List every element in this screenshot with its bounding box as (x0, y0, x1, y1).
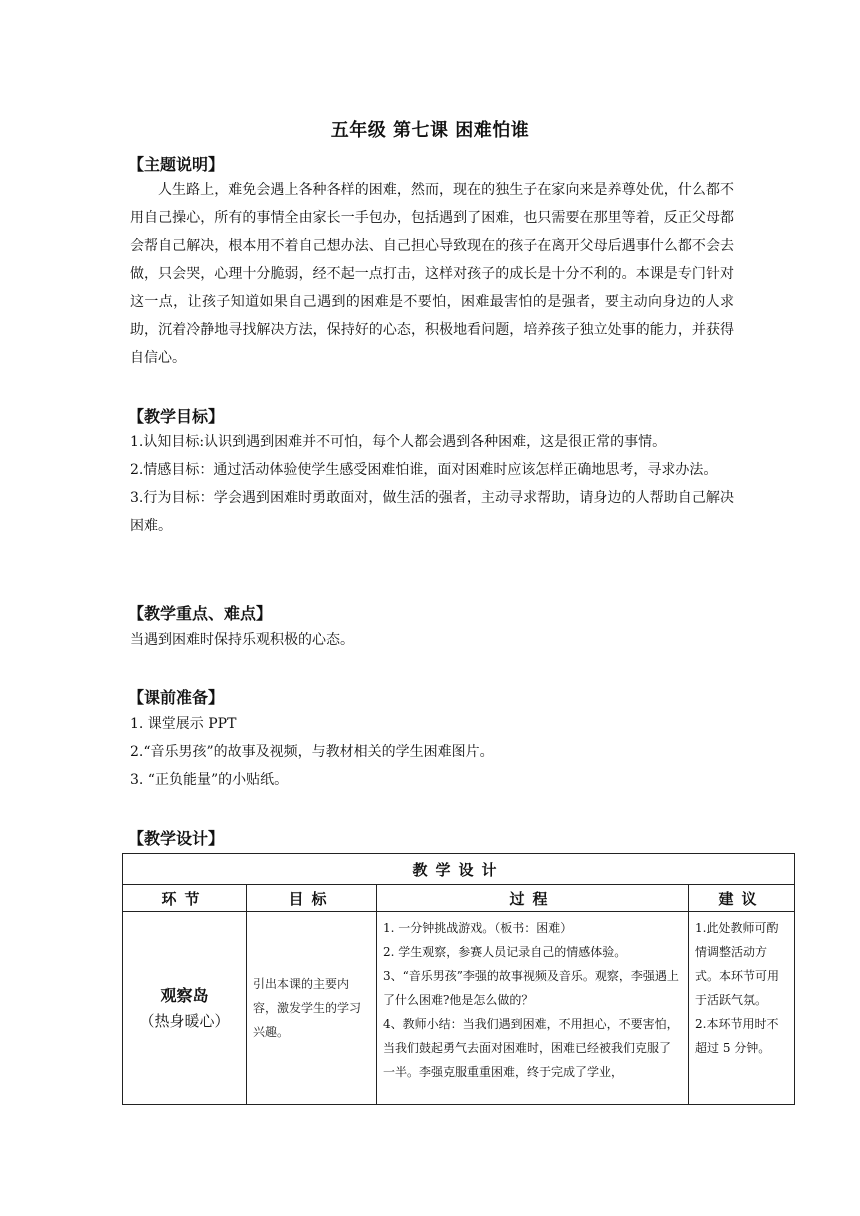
goal-item: 2.情感目标：通过活动体验使学生感受困难怕谁，面对困难时应该怎样正确地思考，寻求办法。 (130, 462, 718, 478)
process-cell (377, 912, 689, 1105)
process-step: 2. 学生观察，参赛人员记录自己的情感体验。 (383, 945, 627, 959)
column-header-stage: 环节 (123, 885, 247, 912)
preparation-item: 3. “正负能量”的小贴纸。 (130, 772, 289, 788)
suggestion-item: 1.此处教师可酌情调整活动方式。本环节可用于活跃气氛。 (695, 921, 780, 1007)
preparation-item: 2.“音乐男孩”的故事及视频，与教材相关的学生困难图片。 (130, 744, 494, 760)
process-step: 1. 一分钟挑战游戏。（板书：困难） (383, 921, 573, 935)
suggestion-cell (689, 912, 795, 1105)
design-heading: 【教学设计】 (128, 829, 225, 848)
column-header-suggestion: 建议 (689, 885, 795, 912)
process-step: 4、教师小结：当我们遇到困难，不用担心，不要害怕，当我们鼓起勇气去面对困难时，困难已经被我们克服了一半。李强克服重重困难，终于完成了学业， (383, 1017, 679, 1079)
stage-name: 观察岛 (160, 986, 209, 1005)
stage-cell (123, 912, 247, 1105)
table-caption: 教学设计 (123, 854, 795, 885)
column-header-process: 过程 (377, 885, 689, 912)
column-header-goal: 目标 (247, 885, 377, 912)
goal-cell: 引出本课的主要内容，激发学生的学习兴趣。 (247, 912, 377, 1105)
key-points-heading: 【教学重点、难点】 (128, 604, 273, 623)
process-step: 3、“音乐男孩”李强的故事视频及音乐。观察，李强遇上了什么困难?他是怎么做的？ (383, 969, 679, 1007)
preparation-item: 1. 课堂展示 PPT (130, 716, 237, 732)
suggestion-item: 2.本环节用时不超过 5 分钟。 (695, 1017, 779, 1055)
preparation-list (130, 710, 740, 794)
theme-heading: 【主题说明】 (128, 155, 225, 174)
lesson-title: 五年级 第七课 困难怕谁 (330, 120, 530, 141)
goal-item: 1.认知目标:认识到遇到困难并不可怕，每个人都会遇到各种困难，这是很正常的事情。 (130, 434, 667, 450)
stage-subtitle: （热身暖心） (139, 1012, 230, 1030)
teaching-design-table (122, 853, 795, 1105)
goal-item: 3.行为目标：学会遇到困难时勇敢面对，做生活的强者，主动寻求帮助，请身边的人帮助自己解决困难。 (130, 490, 734, 534)
theme-body: 人生路上，难免会遇上各种各样的困难，然而，现在的独生子在家向来是养尊处优，什么都不用自己操心，所有的事情全由家长一手包办，包括遇到了困难，也只需要在那里等着，反正父母都会帮自己解决，根本用不着自己想办法、自己担心导致现在的孩子在离开父母后遇事什么都不会去做，只会哭，心理十分脆弱，经不起一点打击，这样对孩子的成长是十分不利的。本课是专门针对这一点，让孩子知道如果自己遇到的困难是不要怕，困难最害怕的是强者，要主动向身边的人求助，沉着冷静地寻找解决方法，保持好的心态，积极地看问题，培养孩子独立处事的能力，并获得自信心。 (130, 182, 734, 366)
key-points-body: 当遇到困难时保持乐观积极的心态。 (130, 632, 354, 648)
goals-heading: 【教学目标】 (128, 407, 225, 426)
preparation-heading: 【课前准备】 (128, 688, 225, 707)
table-row (123, 912, 795, 1105)
goals-list (130, 428, 734, 540)
